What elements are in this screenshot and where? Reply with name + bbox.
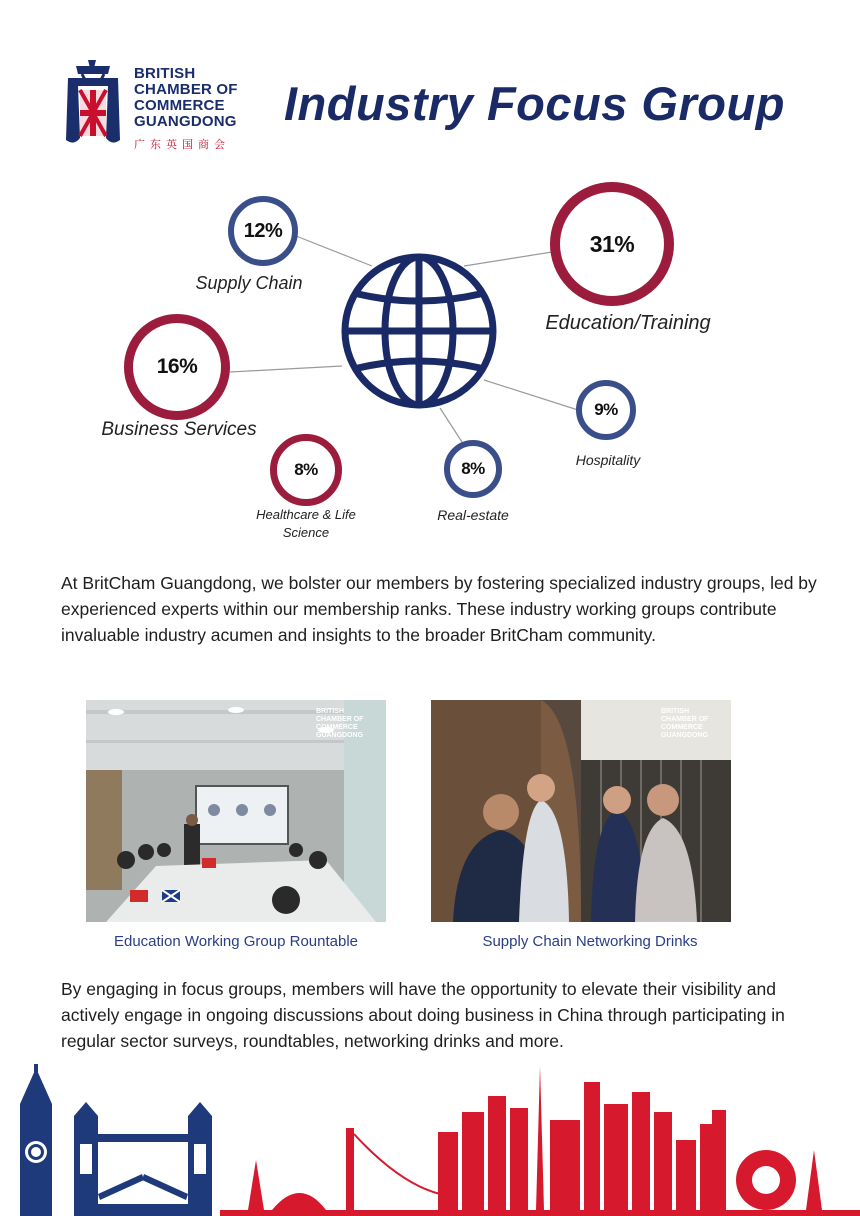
skyline-illustration <box>0 1064 860 1216</box>
britcham-emblem-icon <box>62 60 124 146</box>
london-skyline-icon <box>20 1064 212 1216</box>
page-title: Industry Focus Group <box>284 77 785 130</box>
watermark-line: CHAMBER OF <box>661 716 709 723</box>
segment-value-business-services: 16% <box>156 355 198 378</box>
globe-icon <box>338 250 500 412</box>
segment-ring-hospitality <box>576 380 636 440</box>
photo-supply-chain-networking <box>431 700 731 922</box>
segment-ring-real-estate <box>444 440 502 498</box>
segment-value-supply-chain: 12% <box>243 219 283 242</box>
watermark-line: COMMERCE <box>661 724 703 731</box>
photo-watermark <box>661 708 723 740</box>
watermark-line: CHAMBER OF <box>316 716 364 723</box>
segment-ring-supply-chain <box>228 196 298 266</box>
segment-ring-healthcare <box>270 434 342 506</box>
segment-label-business-services: Business Services <box>101 419 257 440</box>
watermark-line: BRITISH <box>661 708 689 715</box>
photo-education-roundtable <box>86 700 386 922</box>
industry-share-infographic <box>0 170 860 560</box>
segment-ring-business-services <box>124 314 230 420</box>
logo-line: CHAMBER OF <box>134 81 238 98</box>
logo-wordmark <box>134 66 264 152</box>
segment-value-education-training: 31% <box>589 230 635 257</box>
intro-paragraph: At BritCham Guangdong, we bolster our members by fostering specialized industry groups, led by experienced experts within our membership ranks. These industry working groups contribute invaluable industry acumen and insights to the broader BritCham community. <box>61 573 817 645</box>
segment-label-hospitality: Hospitality <box>575 452 641 468</box>
segment-label-real-estate: Real-estate <box>437 507 509 523</box>
segment-ring-education-training <box>550 182 674 306</box>
logo-line: BRITISH <box>134 65 196 82</box>
segment-label-supply-chain: Supply Chain <box>195 273 303 293</box>
watermark-line: GUANGDONG <box>661 732 709 739</box>
logo-chinese-name: 广东英国商会 <box>134 138 230 151</box>
segment-value-healthcare: 8% <box>294 460 318 479</box>
segment-label-healthcare: Healthcare & Life Science <box>256 507 356 540</box>
watermark-line: GUANGDONG <box>316 732 364 739</box>
segment-value-hospitality: 9% <box>594 400 618 419</box>
britcham-logo <box>62 60 262 156</box>
caption-education-roundtable: Education Working Group Rountable <box>113 933 359 950</box>
logo-line: COMMERCE <box>134 97 225 114</box>
watermark-line: COMMERCE <box>316 724 358 731</box>
segment-value-real-estate: 8% <box>461 459 485 478</box>
caption-supply-chain-networking: Supply Chain Networking Drinks <box>482 933 698 950</box>
segment-label-education-training: Education/Training <box>545 312 711 334</box>
photo-watermark <box>316 708 378 740</box>
watermark-line: BRITISH <box>316 708 344 715</box>
logo-line: GUANGDONG <box>134 113 237 130</box>
closing-paragraph: By engaging in focus groups, members will have the opportunity to elevate their visibility and actively engage in ongoing discussions about doing business in China through participating in regular sector surveys, roundtables, networking drinks and more. <box>61 979 785 1051</box>
